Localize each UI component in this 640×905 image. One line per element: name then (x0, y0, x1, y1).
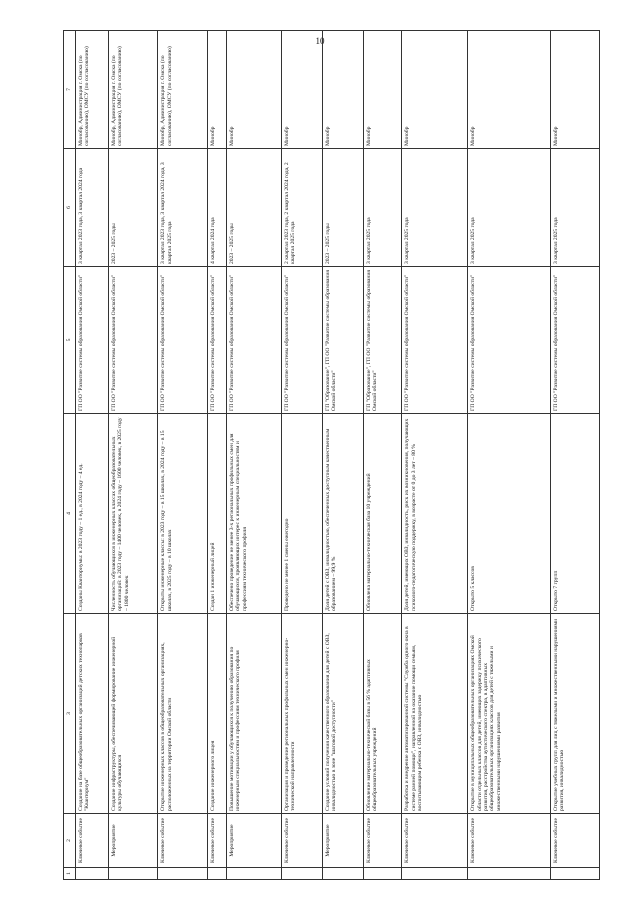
responsible-cell: Минобр, Администрация г. Омска (по согласованию), ОМСУ (по согласованию) (108, 31, 157, 149)
events-table (63, 30, 600, 880)
result-cell: Численность обучающихся в инженерных классах общеобразовательных организаций: в 2023 году – 1400 человек, в 2024 году – 1600 человек, в 2025 году – 1800 человек (108, 414, 157, 614)
responsible-cell: Минобр (207, 31, 226, 149)
column-number: 1 (64, 868, 76, 880)
event-type-cell: Ключевое событие (207, 814, 226, 868)
responsible-cell: Минобр (226, 31, 281, 149)
deadline-cell: 2 квартал 2023 года, 2 квартал 2024 года, 2 квартал 2025 года (281, 149, 322, 267)
responsible-cell: Минобр, Администрация г. Омска (по согласованию), ОМСУ (по согласованию) (76, 31, 109, 149)
event-description-cell: Обновление материально-технической базы в 56 % адаптивных общеобразовательных учреждений (364, 614, 402, 814)
table-row (226, 31, 281, 880)
row-index-cell (281, 868, 322, 880)
column-number: 7 (64, 31, 76, 149)
responsible-cell: Минобр (468, 31, 550, 149)
program-cell: ГП ОО "Развитие системы образования Омской области" (226, 267, 281, 414)
event-description-cell: Повышение мотивации у обучающихся к получению образования по инженерным специальностям и профессиям технического профиля (226, 614, 281, 814)
event-type-cell: Ключевое событие (468, 814, 550, 868)
events-table-rotated (63, 31, 600, 880)
responsible-cell: Минобр (281, 31, 322, 149)
program-cell: ГП ОО "Развитие системы образования Омской области" (468, 267, 550, 414)
event-type-cell: Ключевое событие (364, 814, 402, 868)
table-row (108, 31, 157, 880)
row-index-cell (226, 868, 281, 880)
responsible-cell: Минобр (364, 31, 402, 149)
row-index-cell (402, 868, 468, 880)
event-type-cell: Ключевое событие (550, 814, 599, 868)
responsible-cell: Минобр (322, 31, 363, 149)
responsible-cell: Минобр (550, 31, 599, 149)
event-type-cell: Мероприятие (322, 814, 363, 868)
program-cell: ГП ОО "Развитие системы образования Омской области" (207, 267, 226, 414)
row-index-cell (550, 868, 599, 880)
row-index-cell (76, 868, 109, 880)
row-index-cell (468, 868, 550, 880)
responsible-cell: Минобр, Администрация г. Омска (по согласованию), ОМСУ (по согласованию) (158, 31, 207, 149)
column-number-row (64, 31, 76, 880)
program-cell: ГП "Образование", ГП ОО "Развитие системы образования Омской области" (322, 267, 363, 414)
result-cell: Обеспечено проведение не менее 3-х региональных профильных смен для обучающихся, проявляющих интерес к инженерным специальностям и профессиям технического профиля (226, 414, 281, 614)
event-description-cell: Создание на базе общеобразовательных организаций детских технопарков "Кванториум" (76, 614, 109, 814)
deadline-cell: 3 квартал 2025 года (550, 149, 599, 267)
table-row (468, 31, 550, 880)
program-cell: ГП ОО "Развитие системы образования Омской области" (550, 267, 599, 414)
deadline-cell: 3 квартал 2023 года, 3 квартал 2024 года (76, 149, 109, 267)
program-cell: ГП ОО "Развитие системы образования Омской области" (158, 267, 207, 414)
column-number: 6 (64, 149, 76, 267)
table-row (322, 31, 363, 880)
table-row (207, 31, 226, 880)
result-cell: Создан 1 инженерный лицей (207, 414, 226, 614)
event-description-cell: Организация и проведение региональных профильных смен инженерно-технической направленности (281, 614, 322, 814)
result-cell: Открыто 5 классов (468, 414, 550, 614)
page-number: 10 (315, 36, 325, 46)
result-cell: Открыты инженерные классы: в 2023 году – в 15 школах, в 2024 году – в 15 школах, в 2025 году – в 10 школах (158, 414, 207, 614)
event-description-cell: Создание условий получения качественного образования для детей с ОВЗ, инвалидностью в зоне "шаговой доступности" (322, 614, 363, 814)
row-index-cell (207, 868, 226, 880)
result-cell: Открыто 7 групп (550, 414, 599, 614)
table-row (281, 31, 322, 880)
event-description-cell: Создание инженерного лицея (207, 614, 226, 814)
table-row (364, 31, 402, 880)
event-type-cell: Ключевое событие (158, 814, 207, 868)
column-number: 5 (64, 267, 76, 414)
responsible-cell: Минобр (402, 31, 468, 149)
result-cell: Доля детей с ОВЗ, инвалидностью, обеспеченных доступным качественным образованием – 99,9 % (322, 414, 363, 614)
program-cell: ГП ОО "Развитие системы образования Омской области" (281, 267, 322, 414)
program-cell: ГП "Образование", ГП ОО "Развитие системы образования Омской области" (364, 267, 402, 414)
row-index-cell (322, 868, 363, 880)
result-cell: Обновлена материально-техническая база 10 учреждений (364, 414, 402, 614)
program-cell: ГП ОО "Развитие системы образования Омской области" (402, 267, 468, 414)
table-row (402, 31, 468, 880)
deadline-cell: 3 квартал 2023 года, 3 квартал 2024 года, 3 квартал 2025 года (158, 149, 207, 267)
event-description-cell: Создание инфраструктуры, обеспечивающей формирование инженерной культуры обучающихся (108, 614, 157, 814)
table-row (158, 31, 207, 880)
deadline-cell: 2023 – 2025 годы (108, 149, 157, 267)
result-cell: Доля детей, имеющих ОВЗ, инвалидность, риск их возникновения, получающих психолого-педагогическую поддержку, в возрасте от 0 до 3 лет – 80 % (402, 414, 468, 614)
event-description-cell: Открытие в муниципальных общеобразовательных организациях Омской области отдельных классов для детей, имеющих задержку психического развития, расстройства аутистического спектра, в адаптивных общеобразовательных организациях классов для детей с тяжелыми и множественными нарушениями развития (468, 614, 550, 814)
column-number: 2 (64, 814, 76, 868)
deadline-cell: 2023 – 2025 годы (322, 149, 363, 267)
event-type-cell: Ключевое событие (76, 814, 109, 868)
event-description-cell: Открытие инженерных классов в общеобразовательных организациях, расположенных на территории Омской области (158, 614, 207, 814)
row-index-cell (108, 868, 157, 880)
event-type-cell: Ключевое событие (402, 814, 468, 868)
event-type-cell: Мероприятие (108, 814, 157, 868)
table-row (76, 31, 109, 880)
deadline-cell: 3 квартал 2025 года (468, 149, 550, 267)
deadline-cell: 3 квартал 2025 года (402, 149, 468, 267)
event-description-cell: Разработка и внедрение автоматизированной системы "Служба одного окна в системе ранней помощи", направленной на оказание помощи семьям, воспитывающим ребенка с ОВЗ, инвалидностью (402, 614, 468, 814)
program-cell: ГП ОО "Развитие системы образования Омской области" (108, 267, 157, 414)
deadline-cell: 3 квартал 2025 года (364, 149, 402, 267)
deadline-cell: 2023 – 2025 годы (226, 149, 281, 267)
result-cell: Проведено не менее 1 смены ежегодно (281, 414, 322, 614)
event-type-cell: Ключевое событие (281, 814, 322, 868)
column-number: 4 (64, 414, 76, 614)
event-type-cell: Мероприятие (226, 814, 281, 868)
event-description-cell: Открытие учебных групп для лиц с тяжелыми и множественными нарушениями развития, инвалидностью (550, 614, 599, 814)
row-index-cell (364, 868, 402, 880)
deadline-cell: 4 квартал 2024 года (207, 149, 226, 267)
column-number: 3 (64, 614, 76, 814)
result-cell: Созданы Кванториумы: в 2023 году – 1 ед., в 2024 году – 4 ед. (76, 414, 109, 614)
program-cell: ГП ОО "Развитие системы образования Омской области" (76, 267, 109, 414)
table-row (550, 31, 599, 880)
row-index-cell (158, 868, 207, 880)
